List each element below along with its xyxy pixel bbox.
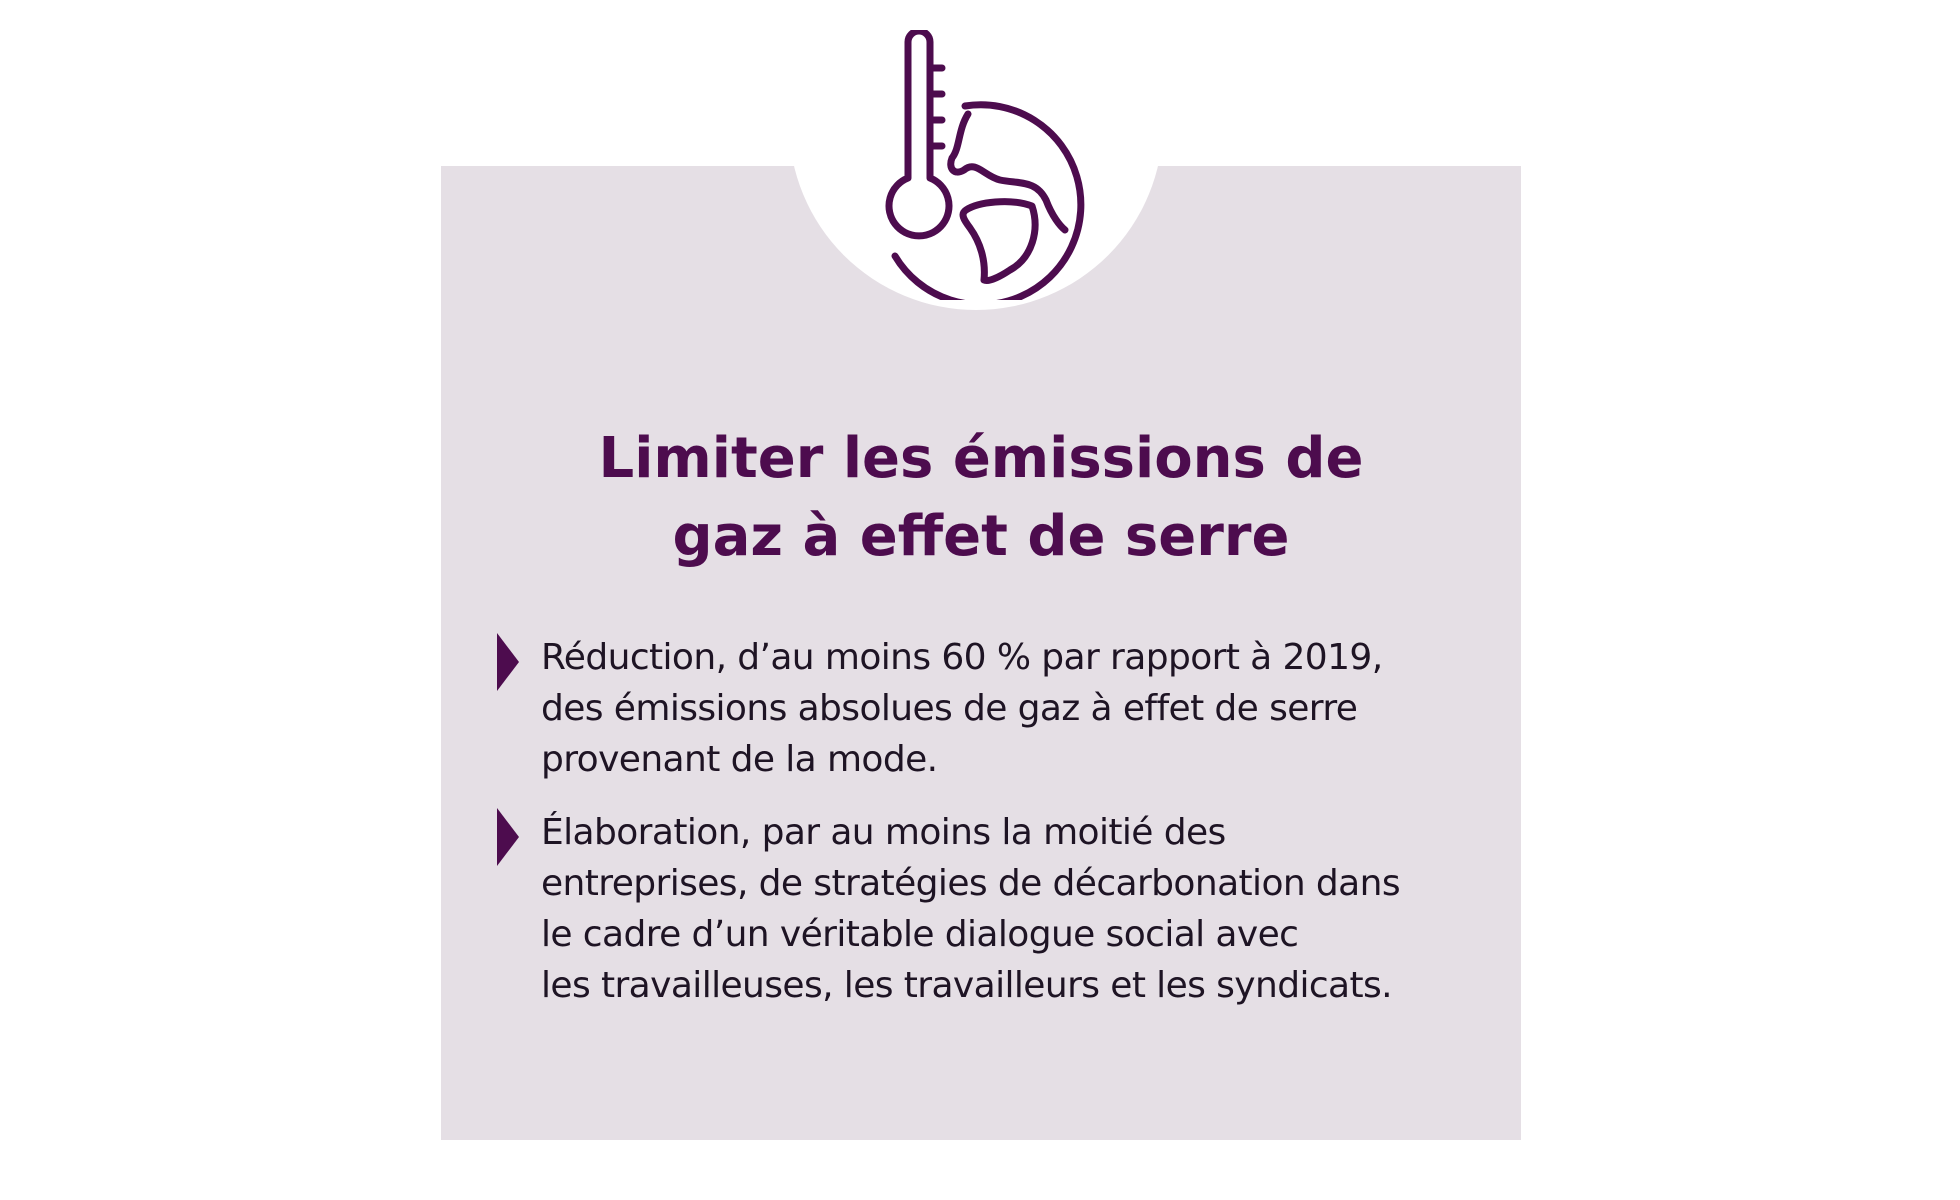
objective-line: le cadre d’un véritable dialogue social avec (541, 914, 1299, 955)
triangle-bullet-icon (497, 808, 519, 866)
objectives-list (493, 632, 1493, 1033)
objective-text (541, 807, 1493, 1011)
thermometer-globe-icon (860, 30, 1090, 300)
objective-line: Réduction, d’au moins 60 % par rapport à 2019, (541, 637, 1383, 678)
objective-item (493, 632, 1493, 785)
objective-line: des émissions absolues de gaz à effet de serre (541, 688, 1358, 729)
objective-text (541, 632, 1493, 785)
card-title-line-1: Limiter les émissions de (598, 426, 1364, 491)
objective-item (493, 807, 1493, 1011)
card-title (441, 420, 1521, 576)
card-title-line-2: gaz à effet de serre (672, 504, 1290, 569)
thermometer-body (889, 31, 949, 236)
triangle-bullet-icon (497, 633, 519, 691)
objective-line: entreprises, de stratégies de décarbonation dans (541, 863, 1401, 904)
globe-continent-south (963, 202, 1035, 281)
objective-line: Élaboration, par au moins la moitié des (541, 812, 1226, 853)
objective-line: les travailleuses, les travailleurs et les syndicats. (541, 965, 1393, 1006)
objective-line: provenant de la mode. (541, 739, 938, 780)
